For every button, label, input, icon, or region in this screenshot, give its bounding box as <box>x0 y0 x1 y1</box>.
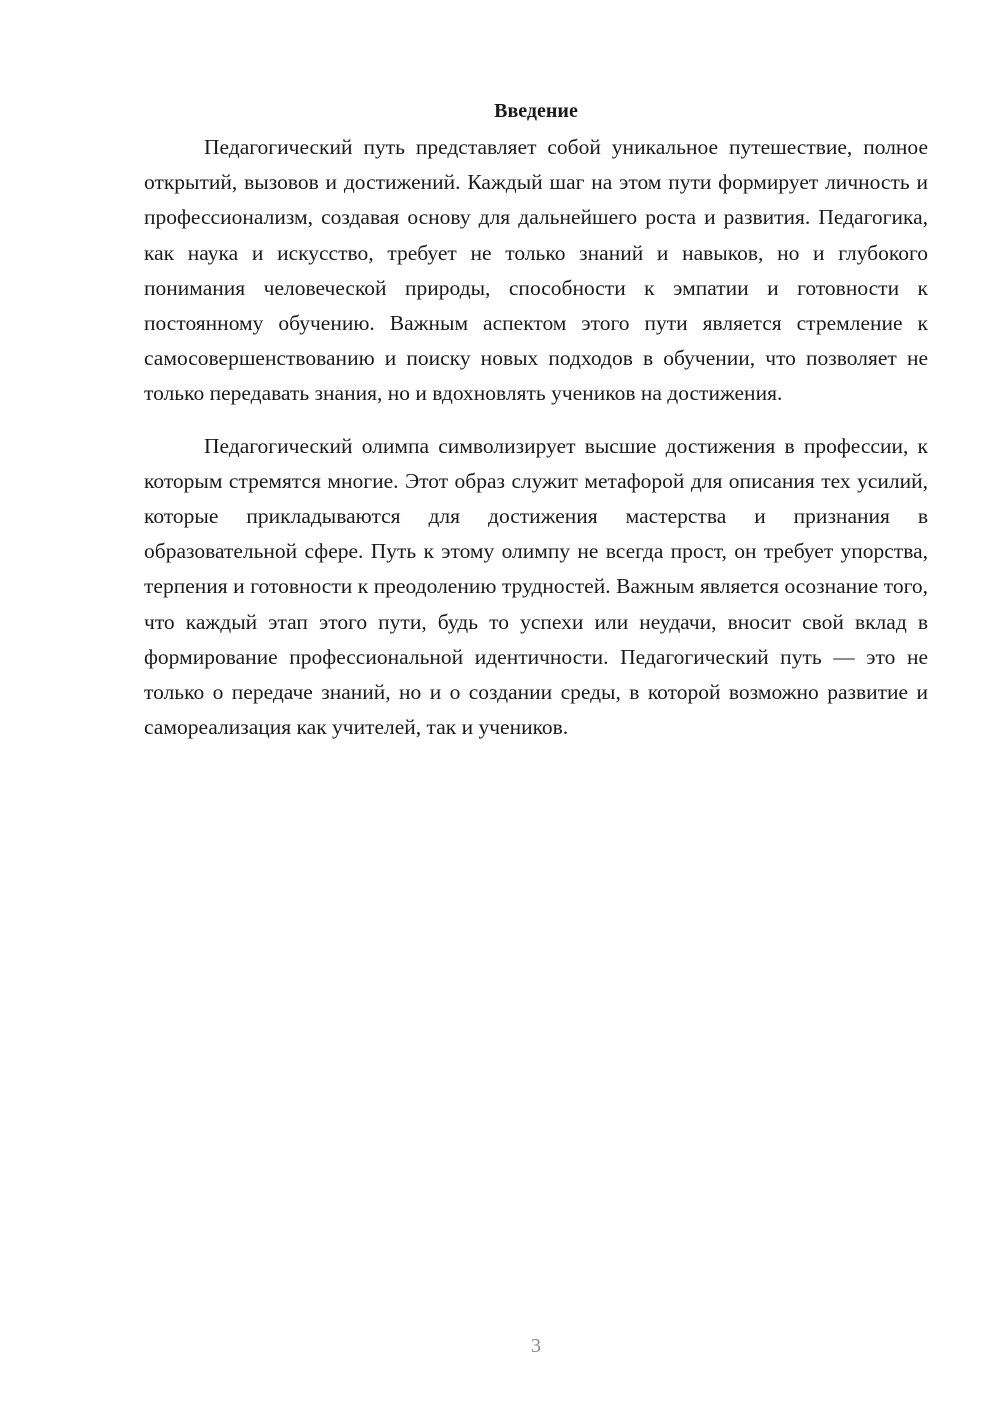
paragraph-2: Педагогический олимпа символизирует высшие достижения в профессии, к которым стремятся многие. Этот образ служит метафорой для описания тех усилий, которые прикладываются для достижения мастерства и признания в образовательной сфере. Путь к этому олимпу не всегда прост, он требует упорства, терпения и готовности к преодолению трудностей. Важным является осознание того, что каждый этап этого пути, будь то успехи или неудачи, вносит свой вклад в формирование профессиональной идентичности. Педагогический путь — это не только о передаче знаний, но и о создании среды, в которой возможно развитие и самореализация как учителей, так и учеников. <box>144 433 928 740</box>
paragraph-1: Педагогический путь представляет собой уникальное путешествие, полное открытий, вызовов и достижений. Каждый шаг на этом пути формирует личность и профессионализм, создавая основу для дальнейшего роста и развития. Педагогика, как наука и искусство, требует не только знаний и навыков, но и глубокого понимания человеческой природы, способности к эмпатии и готовности к постоянному обучению. Важным аспектом этого пути является стремление к самосовершенствованию и поиску новых подходов в обучении, что позволяет не только передавать знания, но и вдохновлять учеников на достижения. <box>144 135 928 406</box>
page-content <box>144 96 928 745</box>
section-heading: Введение <box>494 100 578 122</box>
page-number: 3 <box>531 1335 541 1357</box>
